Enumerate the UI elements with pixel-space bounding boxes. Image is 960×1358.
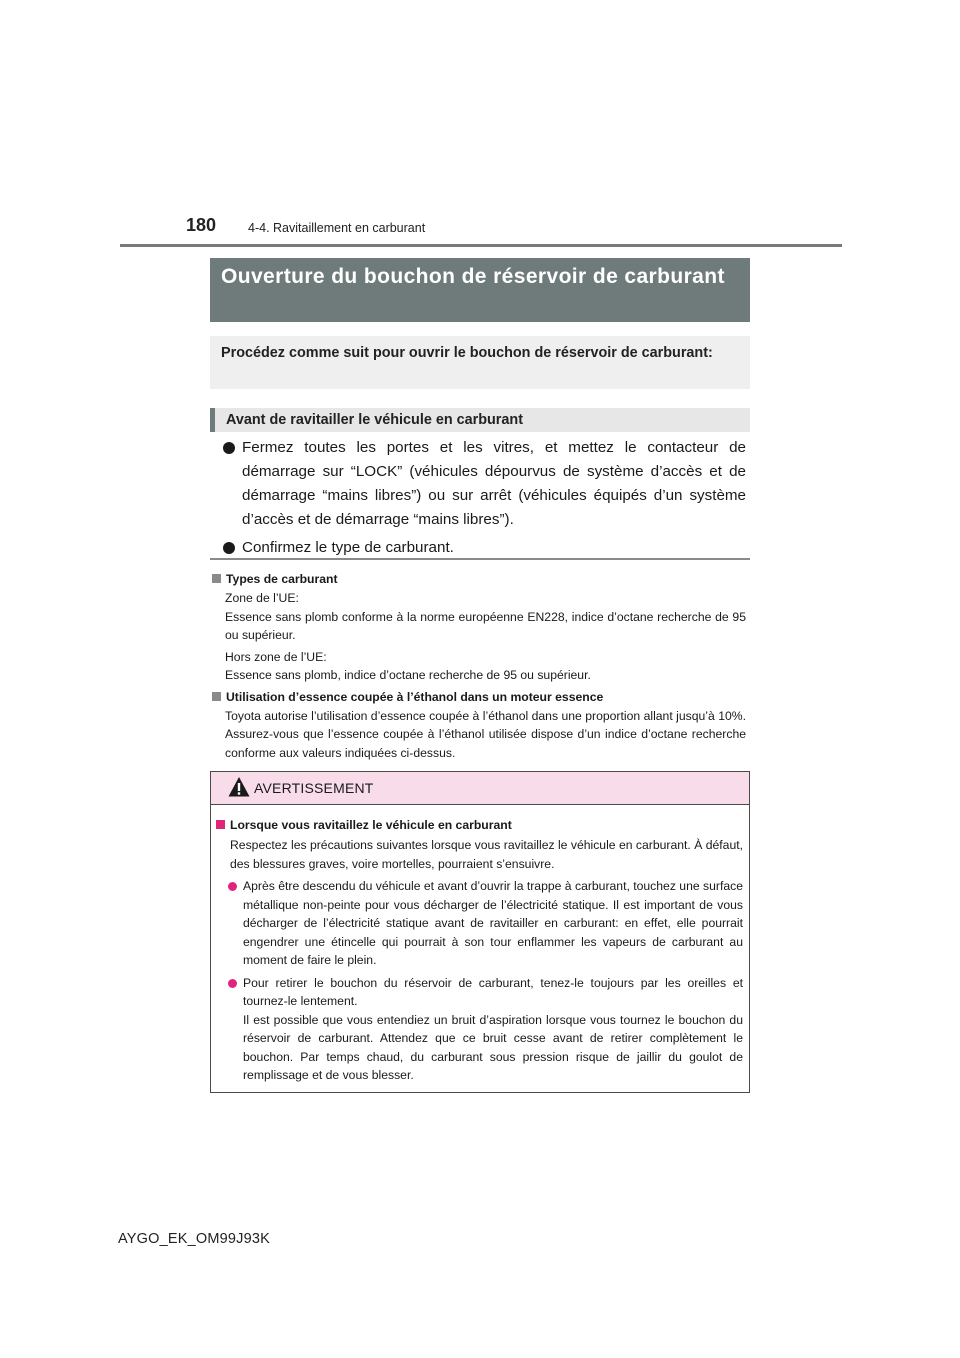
warning-bullet-text: Après être descendu du véhicule et avant d’ouvrir la trappe à carburant, touchez une surface métallique non-peinte pour vous décharger de l’électricité statique. Il est important de vous décharger de l’électricité statique avant de ravitailler en carburant: en effet, elle pourrait engendrer une étincelle qui pourrait à son tour enflammer les vapeurs de carburant au moment de faire le plein.	[243, 879, 743, 967]
notes-section	[210, 568, 746, 765]
note-label: Zone de l’UE:	[225, 591, 299, 605]
subsection-header	[210, 408, 750, 432]
list-item-text: Fermez toutes les portes et les vitres, et mettez le contacteur de démarrage sur “LOCK” (véhicules dépourvus de système d’accès et de démarrage “mains libres”) ou sur arrêt (véhicules équipés d’un système d’accès et de démarrage “mains libres”).	[242, 439, 746, 528]
warning-paragraph: Respectez les précautions suivantes lorsque vous ravitaillez le véhicule en carburant. À défaut, des blessures graves, voire mortelles, pourraient s’ensuivre.	[230, 838, 743, 871]
note-paragraph: Toyota autorise l’utilisation d’essence coupée à l’éthanol dans une proportion allant jusqu’à 10%. Assurez-vous que l’essence coupée à l’éthanol utilisée dispose d’un indice d’octane recherche conforme aux valeurs indiquées ci-dessus.	[225, 708, 746, 760]
bullet-icon	[223, 542, 235, 554]
warning-title: AVERTISSEMENT	[254, 780, 374, 796]
intro-box	[210, 336, 750, 389]
note-heading	[210, 570, 746, 588]
note-heading-text: Utilisation d’essence coupée à l’éthanol dans un moteur essence	[226, 689, 604, 704]
page-number: 180	[186, 215, 217, 235]
warning-header	[211, 772, 749, 805]
section-divider	[210, 558, 750, 560]
note-heading	[210, 688, 746, 706]
subsection-title: Avant de ravitailler le véhicule en carburant	[226, 412, 523, 428]
bullet-icon	[228, 979, 237, 988]
note-label: Hors zone de l’UE:	[225, 649, 327, 664]
warning-triangle-icon	[228, 776, 250, 798]
note-text: Essence sans plomb conforme à la norme européenne EN228, indice d’octane recherche de 95 ou supérieur.	[225, 609, 746, 642]
subsection-accent-bar	[210, 408, 215, 432]
list-item	[210, 536, 746, 560]
warning-body	[215, 816, 743, 1089]
note-heading-text: Types de carburant	[226, 572, 338, 586]
list-item	[210, 436, 746, 532]
bullet-icon	[228, 882, 237, 891]
warning-heading-text: Lorsque vous ravitaillez le véhicule en carburant	[230, 818, 512, 832]
title-banner	[210, 258, 750, 322]
list-item-text: Confirmez le type de carburant.	[242, 539, 454, 556]
warning-bullet	[215, 974, 743, 1085]
page-title: Ouverture du bouchon de réservoir de carburant	[221, 265, 725, 288]
instruction-list	[210, 436, 746, 564]
document-code: AYGO_EK_OM99J93K	[118, 1231, 271, 1247]
note-paragraph	[210, 648, 746, 685]
header-divider	[120, 244, 842, 247]
square-bullet-icon	[216, 820, 225, 829]
note-text: Essence sans plomb, indice d’octane recherche de 95 ou supérieur.	[225, 668, 591, 682]
section-label: 4-4. Ravitaillement en carburant	[248, 221, 426, 235]
square-bullet-icon	[212, 692, 221, 701]
bullet-icon	[223, 442, 235, 454]
warning-bullet-text: Il est possible que vous entendiez un bruit d’aspiration lorsque vous tournez le bouchon du réservoir de carburant. Attendez que ce bruit cesse avant de retirer complètement le bouchon. Par temps chaud, du carburant sous pression risque de jaillir du goulot de remplissage et de vous blesser.	[243, 1012, 743, 1082]
warning-box	[210, 771, 750, 1093]
intro-text: Procédez comme suit pour ouvrir le bouchon de réservoir de carburant:	[221, 345, 713, 361]
warning-bullet	[215, 877, 743, 970]
square-bullet-icon	[212, 574, 221, 583]
warning-heading	[215, 816, 743, 834]
note-paragraph	[210, 589, 746, 645]
warning-bullet-text: Pour retirer le bouchon du réservoir de carburant, tenez-le toujours par les oreilles et tournez-le lentement.	[243, 975, 743, 1008]
